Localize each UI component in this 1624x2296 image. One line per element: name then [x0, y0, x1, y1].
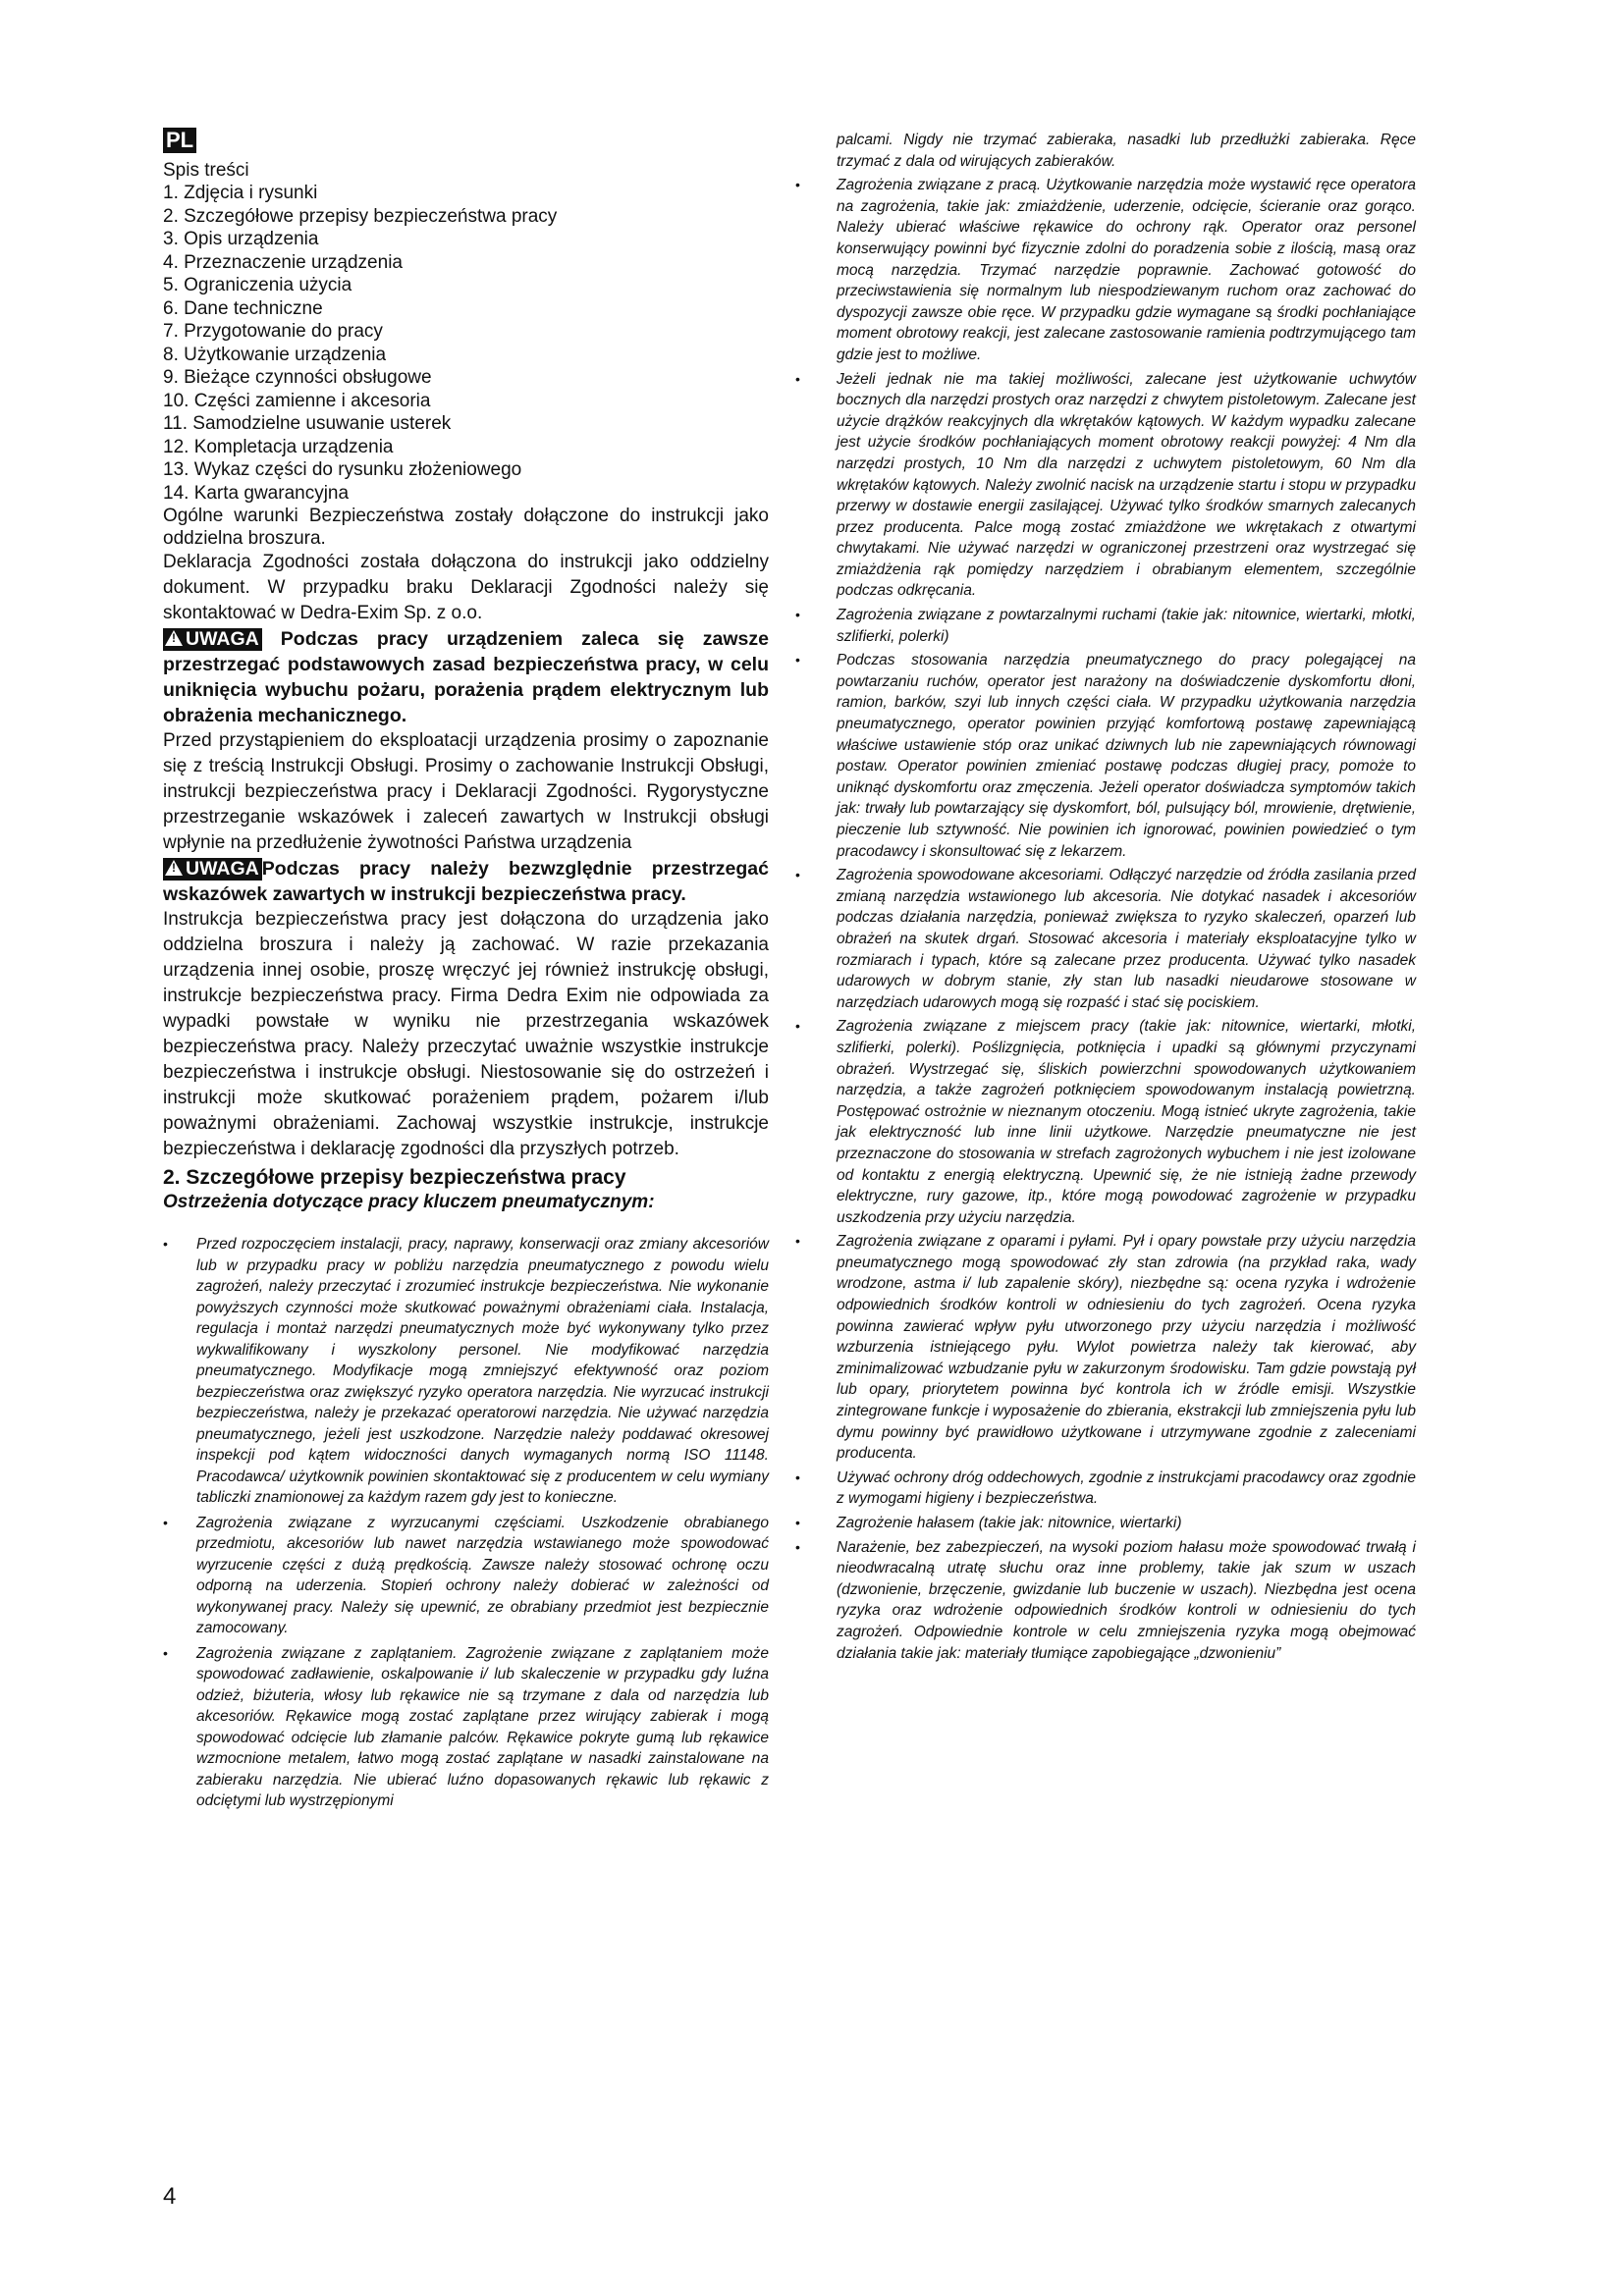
bullet-icon: • — [795, 1018, 800, 1035]
toc-item: 13. Wykaz części do rysunku złożeniowego — [163, 459, 522, 480]
right-column — [791, 130, 1416, 1667]
bullet-icon: • — [795, 177, 800, 193]
warning-triangle-icon — [165, 630, 183, 646]
warning-text: Podczas pracy urządzeniem zaleca się zawsze przestrzegać podstawowych zasad bezpieczeństwa pracy, w celu uniknięcia wybuchu pożaru, porażenia prądem elektrycznym lub obrażenia mechanicznego. — [163, 628, 769, 726]
list-item: • Podczas stosowania narzędzia pneumatycznego do pracy polegającej na powtarzaniu ruchów, operator jest narażony na doświadczenie dyskomfortu dłoni, ramion, barków, szyi lub innych części ciała. W przypadku użytkowania narzędzia pneumatycznego, operator powinien przyjąć komfortową postawę zapewniającą właściwe ustawienie stóp oraz unikać dziwnych lub nie zapewniających równowagi postaw. Operator powinien zmieniać postawę podczas długiej pracy, pomoże to uniknąć dyskomfortu oraz zmęczenia. Jeżeli operator doświadcza symptomów takich jak: trwały lub powtarzający się dyskomfort, ból, pulsujący ból, mrowienie, drętwienie, pieczenie lub sztywność. Nie powinien ich ignorować, powinien powiedzieć o tym pracodawcy i skonsultować się z lekarzem. — [795, 652, 1416, 860]
list-item: • Zagrożenia związane z zaplątaniem. Zagrożenie związane z zaplątaniem może spowodować zadławienie, oskalpowanie i/ lub skaleczenie w przypadku gdy luźna odzież, biżuteria, włosy lub rękawice nie są trzymane z dala od narzędzia lub akcesoriów. Rękawice mogą zostać zaplątane przez wirujący zabierak i mogą spowodować odcięcie lub złamanie palców. Rękawice pokryte gumą lub rękawice wzmocnione metalem, łatwo mogą zostać zaplątane w nasadki zainstalowane na zabieraku narzędzia. Nie ubierać luźno dopasowanych rękawic lub rękawic z odciętymi lub wystrzępionymi — [163, 1644, 769, 1809]
toc-item: 7. Przygotowanie do pracy — [163, 321, 383, 342]
section-subheading: Ostrzeżenia dotyczące pracy kluczem pneumatycznym: — [163, 1192, 655, 1212]
bullet-icon: • — [163, 1514, 168, 1530]
toc-item: 3. Opis urządzenia — [163, 229, 319, 249]
page-number: 4 — [163, 2183, 177, 2210]
list-item: • Zagrożenia związane z pracą. Użytkowanie narzędzia może wystawić ręce operatora na zagrożenia, takie jak: zmiażdżenie, uderzenie, odcięcie, ścieranie oraz gorąco. Należy ubierać właściwe rękawice do ochrony rąk. Operator oraz personel konserwujący powinni być fizycznie zdolni do poradzenia sobie z ilością, masą oraz mocą narzędzia. Trzymać narzędzie poprawnie. Zachować gotowość do przeciwstawienia się normalnym lub niespodziewanym ruchom oraz zachować do dyspozycji zawsze obie ręce. W przypadku gdzie wymagane są środki pochłaniające moment obrotowy reakcji, jest zalecane zastosowanie ramienia podtrzymującego tam gdzie jest to możliwe. — [795, 177, 1416, 363]
bullet-icon: • — [795, 607, 800, 623]
bullet-icon: • — [795, 1468, 800, 1485]
toc-item: 1. Zdjęcia i rysunki — [163, 183, 318, 203]
list-item: • Przed rozpoczęciem instalacji, pracy, naprawy, konserwacji oraz zmiany akcesoriów lub w przypadku pracy w pobliżu narzędzia pneumatycznego z powodu wielu zagrożeń, należy przeczytać i zrozumieć instrukcje bezpieczeństwa. Nie wykonanie powyższych czynności może skutkować poważnymi obrażeniami ciała. Instalacja, regulacja i montaż narzędzi pneumatycznych może być wykonywany tylko przez wykwalifikowany i wyszkolony personel. Nie modyfikować narzędzia pneumatycznego. Modyfikacje mogą zmniejszyć efektywność oraz poziom bezpieczeństwa oraz zwiększyć ryzyko operatora narzędzia. Nie wyrzucać instrukcji bezpieczeństwa, należy je przekazać operatorowi narzędzia. Nie używać narzędzia pneumatycznego, jeżeli jest uszkodzone. Narzędzie należy poddawać okresowej inspekcji pod kątem widoczności danych wymaganych normą ISO 11148. Pracodawca/ użytkownik powinien skontaktować się z producentem w celu wymiany tabliczki znamionowej za każdym razem gdy jest to konieczne. — [163, 1236, 769, 1506]
list-item: • Zagrożenia spowodowane akcesoriami. Odłączyć narzędzie od źródła zasilania przed zmianą narzędzia wstawionego lub akcesoria. Nie dotykać nasadek i akcesoriów podczas działania narzędzia, ponieważ zwiększa to ryzyko skaleczeń, oparzeń lub obrażeń na skutek drgań. Stosować akcesoria i materiały eksploatacyjne tylko w rozmiarach i typach, które są zalecane przez producenta. Używać tylko nasadek udarowych w dobrym stanie, zły stan lub nasadki nieudarowe stosowane w narzędziach udarowych mogą się rozpaść i stać się pociskiem. — [795, 867, 1416, 1011]
toc-item: 5. Ograniczenia użycia — [163, 275, 352, 295]
general-conditions-note: Ogólne warunki Bezpieczeństwa zostały dołączone do instrukcji jako oddzielna broszura. — [163, 506, 769, 549]
bullet-icon: • — [795, 1538, 800, 1555]
warning-block-1 — [163, 626, 769, 728]
bullet-icon: • — [163, 1236, 168, 1252]
language-badge: PL — [163, 128, 196, 153]
bullet-icon: • — [795, 867, 800, 883]
safety-bullet-list — [163, 1234, 769, 1812]
toc-item: 4. Przeznaczenie urządzenia — [163, 251, 403, 273]
toc-item: 10. Części zamienne i akcesoria — [163, 390, 431, 411]
list-item: • Używać ochrony dróg oddechowych, zgodnie z instrukcjami pracodawcy oraz zgodnie z wymogami higieny i bezpieczeństwa. — [795, 1468, 1416, 1508]
bullet-icon: • — [795, 370, 800, 387]
section-heading: 2. Szczegółowe przepisy bezpieczeństwa pracy — [163, 1166, 626, 1189]
toc-item: 8. Użytkowanie urządzenia — [163, 344, 387, 365]
list-item: • Zagrożenia związane z powtarzalnymi ruchami (takie jak: nitownice, wiertarki, młotki, szlifierki, polerki) — [795, 607, 1416, 645]
list-item: • Zagrożenie hałasem (takie jak: nitownice, wiertarki) — [791, 1513, 1416, 1534]
list-continuation: palcami. Nigdy nie trzymać zabieraka, nasadki lub przedłużki zabieraka. Ręce trzymać z dala od wirujących zabieraków. — [837, 132, 1416, 170]
warning-text: Podczas pracy należy bezwzględnie przestrzegać wskazówek zawartych w instrukcji bezpieczeństwa pracy. — [163, 858, 769, 905]
toc-item: 9. Bieżące czynności obsługowe — [163, 367, 432, 388]
declaration-note: Deklaracja Zgodności została dołączona do instrukcji jako oddzielny dokument. W przypadku braku Deklaracji Zgodności należy się skontaktować w Dedra-Exim Sp. z o.o. — [163, 552, 769, 623]
list-item: • Narażenie, bez zabezpieczeń, na wysoki poziom hałasu może spowodować trwałą i nieodwracalną utratę słuchu oraz inne problemy, takie jak szum w uszach (dzwonienie, brzęczenie, gwizdanie lub buczenie w uszach). Niezbędna jest ocena ryzyka oraz wdrożenie odpowiednich środków kontroli w odniesieniu do tych zagrożeń. Odpowiednie kontrole w celu zmniejszenia ryzyka mogą obejmować działania takie jak: materiały tłumiące zapobiegające „dzwonieniu” — [795, 1538, 1416, 1662]
toc-item: 11. Samodzielne usuwanie usterek — [163, 413, 452, 434]
toc-item: 14. Karta gwarancyjna — [163, 482, 350, 504]
list-item: • Zagrożenia związane z wyrzucanymi częściami. Uszkodzenie obrabianego przedmiotu, akcesoriów lub nawet narzędzia wstawianego może spowodować wyrzucenie części z dużą prędkością. Zawsze należy stosować ochronę oczu odporną na uderzenia. Stopień ochrony należy dobierać w zależności od wykonywanej pracy. Należy się upewnić, ze obrabiany przedmiot jest bezpiecznie zamocowany. — [163, 1514, 769, 1636]
left-column — [163, 128, 769, 1816]
warning-badge: !UWAGA — [163, 858, 262, 881]
list-item: • Jeżeli jednak nie ma takiej możliwości, zalecane jest użytkowanie uchwytów bocznych dla narzędzi prostych oraz narzędzi z chwytem pistoletowym. Zalecane jest użycie drążków reakcyjnych dla wkrętaków kątowych. W każdym wypadku zalecane jest użycie środków pochłaniających moment obrotowy reakcji powyżej: 4 Nm dla narzędzi prostych, 10 Nm dla narzędzi z uchwytem pistoletowym, 60 Nm dla wkrętaków kątowych. Należy zwolnić nacisk na urządzenie startu i stopu w przypadku przerwy w dostawie energii zasilającej. Używać tylko środków smarnych zalecanych przez producenta. Palce mogą zostać zmiażdżone we wkrętakach z otwartymi chwytakami. Nie używać narzędzi w ograniczonej przestrzeni oraz wystrzegać się zmiażdżenia rąk pomiędzy narzędziem i obrabianym elementem, szczególnie podczas odkręcania. — [795, 370, 1416, 600]
safety-bullet-list — [791, 175, 1416, 1664]
intro-paragraph: Przed przystąpieniem do eksploatacji urządzenia prosimy o zapoznanie się z treścią Instrukcji Obsługi. Prosimy o zachowanie Instrukcji Obsługi, instrukcji bezpieczeństwa pracy i Deklaracji Zgodności. Rygorystyczne przestrzeganie wskazówek i zaleceń zawartych w Instrukcji obsługi wpłynie na przedłużenie żywotności Państwa urządzenia — [163, 730, 769, 853]
list-item: • Zagrożenia związane z miejscem pracy (takie jak: nitownice, wiertarki, młotki, szlifierki, polerki). Poślizgnięcia, potknięcia i upadki są głównymi przyczynami obrażeń. Wystrzegać się, śliskich powierzchni spowodowanych użytkowaniem narzędzia, a także zagrożeń potknięciem spowodowanym instalacją powietrzną. Postępować ostrożnie w nieznanym otoczeniu. Mogą istnieć ukryte zagrożenia, takie jak elektryczność lub inne linii użytkowe. Narzędzie pneumatyczne nie jest przeznaczone do stosowania w strefach zagrożonych wybuchem i nie jest izolowane od kontaktu z energią elektryczną. Upewnić się, że nie istnieją żadne przewody elektryczne, rury gazowe, itp., które mogą powodować zagrożenie w przypadku uszkodzenia przy użyciu narzędzia. — [795, 1018, 1416, 1226]
warning-triangle-icon — [165, 860, 183, 876]
bullet-icon: • — [795, 1515, 800, 1530]
bullet-icon: • — [795, 1233, 800, 1250]
toc-item: 2. Szczegółowe przepisy bezpieczeństwa pracy — [163, 205, 558, 227]
warning-badge: !UWAGA — [163, 628, 262, 651]
bullet-icon: • — [795, 652, 800, 668]
toc-item: 12. Kompletacja urządzenia — [163, 436, 394, 457]
warning-block-2 — [163, 856, 769, 907]
list-item: • Zagrożenia związane z oparami i pyłami. Pył i opary powstałe przy użyciu narzędzia pneumatycznego mogą spowodować zły stan zdrowia (na przykład raka, wady wrodzone, astma i/ lub zapalenie skóry), niezbędne są: ocena ryzyka i wdrożenie odpowiednich środków kontroli w odniesieniu do tych zagrożeń. Ocena ryzyka powinna zawierać wpływ pyłu utworzonego przy użyciu narzędzia i możliwość wzburzenia istniejącego pyłu. Wylot powietrza należy tak kierować, aby zminimalizować wzbudzanie pyłu w zakurzonym środowisku. Tam gdzie powstają pył lub opary, priorytetem powinna być kontrola ich w źródle emisji. Wszystkie zintegrowane funkcje i wyposażenie do zbierania, ekstrakcji lub zmniejszenia pyłu lub dymu powinny być prawidłowo użytkowane i utrzymywane zgodnie z zaleceniami producenta. — [795, 1233, 1416, 1463]
toc-item: 6. Dane techniczne — [163, 297, 323, 319]
safety-paragraph: Instrukcja bezpieczeństwa pracy jest dołączona do urządzenia jako oddzielna broszura i należy ją zachować. W razie przekazania urządzenia innej osobie, proszę wręczyć jej również instrukcję obsługi, instrukcje bezpieczeństwa pracy. Firma Dedra Exim nie odpowiada za wypadki powstałe w wyniku nie przestrzegania wskazówek bezpieczeństwa pracy. Należy przeczytać uważnie wszystkie instrukcje bezpieczeństwa i instrukcje obsługi. Niestosowanie się do ostrzeżeń i instrukcji może skutkować porażeniem prądem, pożarem i/lub poważnymi obrażeniami. Zachowaj wszystkie instrukcje, instrukcje bezpieczeństwa i deklarację zgodności dla przyszłych potrzeb. — [163, 909, 769, 1159]
toc-title: Spis treści — [163, 160, 249, 181]
bullet-icon: • — [163, 1644, 168, 1661]
table-of-contents — [163, 182, 769, 505]
